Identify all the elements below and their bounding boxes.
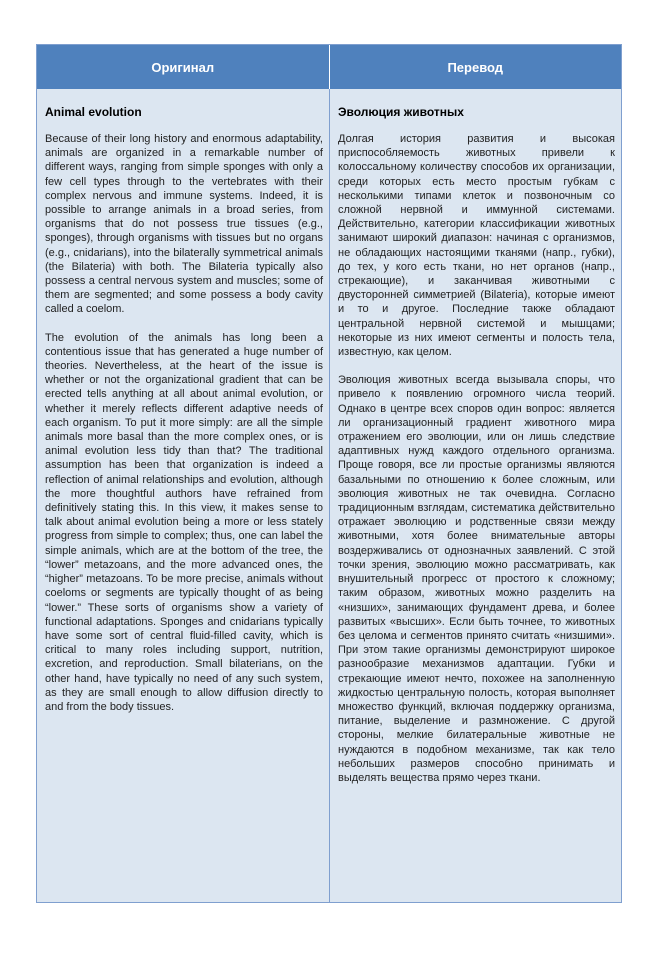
table-header-row [37, 45, 621, 89]
parallel-text-table [36, 44, 622, 903]
header-translation: Перевод [329, 45, 622, 89]
translation-paragraph-2: Эволюция животных всегда вызывала споры, что привело к появлению огромного числа теорий. Однако в центре всех споров один вопрос: является ли организационный градиент животного мира отражением его эволюции, или он лишь следствие адаптивных нужд каждого отдельного организма. Проще говоря, все ли простые организмы являются базальными по отношению к более сложным, или эволюция животных не так очевидна. Согласно традиционным взглядам, систематика действительно отражает эволюцию и родственные связи между животными, хотя более внимательные авторы воздерживались от однозначных заявлений. С этой точки зрения, эволюцию можно рассматривать, как внушительный прогресс от простого к сложному; таким образом, животных можно разделить на «низших», занимающих фундамент древа, и более развитых «высших». Если быть точнее, то животных без целома и сегментов принято считать «низшими». При этом такие организмы демонстрируют широкое разнообразие механизмов адаптации. Губки и стрекающие имеют нечто, похожее на заполненную жидкостью центральную полость, которая выполняет множество функций, включая поддержку организма, питание, выделение и размножение. С другой стороны, мелкие билатеральные животные не нуждаются в подобном механизме, так как тело небольших размеров способно принимать и выделять вещества прямо через ткани. [338, 374, 615, 784]
translation-title: Эволюция животных [338, 105, 464, 119]
original-paragraph-1: Because of their long history and enormous adaptability, animals are organized in a remarkable number of different ways, ranging from simple sponges with only a few cell types through to the vertebrates with their complex nervous and immune systems. Indeed, it is possible to arrange animals in a broad series, from organisms that do not possess true tissues (e.g., sponges), through organisms with tissues but no organs (e.g., cnidarians), into the bilaterally symmetrical animals (the Bilateria) with both. The Bilateria typically also possess a central nervous system and muscles; some of them are segmented; and some possess a body cavity called a coelom. [45, 133, 323, 316]
table-body-row [37, 89, 621, 902]
original-cell [37, 89, 329, 902]
original-paragraph-2: The evolution of the animals has long been a contentious issue that has generated a huge number of theories. Nevertheless, at the heart of the issue is whether or not the organizational gradient that can be erected tells anything at all about animal evolution, or whether it merely reflects different adaptive needs of each organism. To put it more simply: are all the simple animals more basal than the more complex ones, or is animal evolution less tidy than that? The traditional assumption has been that organization is indeed a reflection of animal relationships and evolution, although the more thoughtful authors have refrained from definitively stating this. In this view, it makes sense to talk about animal evolution being a more or less stately progress from simple to complex; thus, one can label the simple animals, which are at the bottom of the tree, the “lower” metazoans, and the more advanced ones, the “higher” metazoans. To be more precise, animals without coeloms or segments are typically thought of as being “lower.” These sorts of organisms show a variety of functional adaptations. Sponges and cnidarians typically have some sort of central fluid-filled cavity, which is critical to many roles including support, nutrition, excretion, and reproduction. Small bilaterians, on the other hand, have typically no need of any such system, as they are small enough to allow diffusion directly to and from the body tissues. [45, 331, 323, 713]
translation-cell [329, 89, 621, 902]
header-original: Оригинал [151, 59, 215, 75]
original-title: Animal evolution [45, 105, 142, 119]
translation-paragraph-1: Долгая история развития и высокая приспособляемость животных привели к колоссальному количеству способов их организации, среди которых есть место простым губкам с несколькими типами клеток и позвоночным со сложной нервной и иммунной системами. Действительно, категории классификации животных занимают широкий диапазон: начиная с организмов, не обладающих настоящими тканями (напр., губки), до тех, у кого есть ткани, но нет органов (напр., стрекающие), и заканчивая животными с двусторонней симметрией (Bilateria), которые имеют и то и другое. Последние также обладают центральной нервной системой и мышцами; некоторые из них имеют сегменты и полость тела, известную, как целом. [338, 133, 615, 359]
